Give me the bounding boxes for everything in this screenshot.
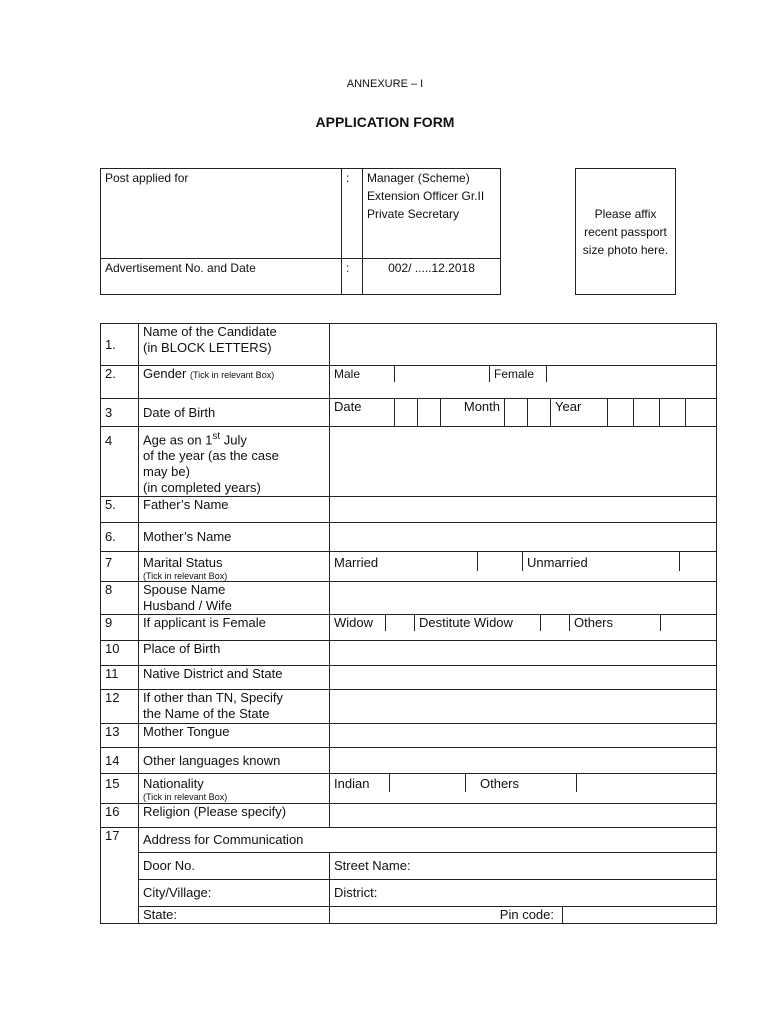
street-name-field[interactable]: Street Name: xyxy=(330,853,717,880)
field-label: If applicant is Female xyxy=(139,615,330,641)
age-input[interactable] xyxy=(330,427,717,497)
table-row xyxy=(101,666,717,690)
advertisement-value[interactable]: 002/ .....12.2018 xyxy=(363,259,501,295)
post-item: Manager (Scheme) xyxy=(367,171,470,185)
name-label: Name of the Candidate xyxy=(143,324,277,339)
name-label-note: (in BLOCK LETTERS) xyxy=(143,340,272,355)
row-number: 1. xyxy=(101,324,139,366)
district-field[interactable]: District: xyxy=(330,880,717,907)
row-number: 9 xyxy=(101,615,139,641)
dob-options xyxy=(330,399,717,427)
nationality-note: (Tick in relevant Box) xyxy=(143,792,228,803)
table-row xyxy=(101,324,717,366)
field-label: Other languages known xyxy=(139,748,330,774)
other-state-label: If other than TN, Specify xyxy=(143,690,283,706)
marital-options xyxy=(330,552,717,582)
mother-tongue-input[interactable] xyxy=(330,724,717,748)
row-number: 4 xyxy=(101,427,139,497)
dob-year-box[interactable] xyxy=(634,399,660,426)
row-number: 6. xyxy=(101,523,139,552)
age-label-2: of the year (as the case xyxy=(143,448,279,464)
table-row xyxy=(101,828,717,853)
city-village-field[interactable]: City/Village: xyxy=(139,880,330,907)
dob-month-box[interactable] xyxy=(528,399,551,426)
spouse-label-2: Husband / Wife xyxy=(143,598,232,614)
dob-year-label: Year xyxy=(551,399,608,426)
marital-note: (Tick in relevant Box) xyxy=(143,571,228,582)
other-languages-input[interactable] xyxy=(330,748,717,774)
pin-code-input[interactable] xyxy=(563,907,717,923)
table-row xyxy=(101,427,717,497)
table-row xyxy=(101,399,717,427)
dob-month-box[interactable] xyxy=(505,399,528,426)
gender-label: Gender xyxy=(143,366,187,381)
nationality-options xyxy=(330,774,717,804)
field-label: Father’s Name xyxy=(139,497,330,523)
row-number: 3 xyxy=(101,399,139,427)
dob-month-label: Month xyxy=(441,399,505,426)
colon-sep: : xyxy=(342,169,363,259)
destitute-widow-label: Destitute Widow xyxy=(415,615,541,631)
table-row xyxy=(101,366,717,399)
colon-sep: : xyxy=(342,259,363,295)
table-row xyxy=(101,690,717,724)
candidate-name-input[interactable] xyxy=(330,324,717,366)
nationality-indian-label: Indian xyxy=(334,776,370,792)
marital-married-label: Married xyxy=(334,555,379,571)
spouse-name-input[interactable] xyxy=(330,582,717,615)
gender-male-box[interactable] xyxy=(395,366,490,382)
table-row xyxy=(101,804,717,828)
table-row xyxy=(101,497,717,523)
photo-instruction: size photo here. xyxy=(582,242,669,257)
marital-married-box[interactable] xyxy=(478,552,523,571)
table-row xyxy=(101,748,717,774)
dob-date-box[interactable] xyxy=(418,399,441,426)
state-field[interactable]: State: xyxy=(139,907,330,924)
dob-year-box[interactable] xyxy=(660,399,686,426)
age-label-4: (in completed years) xyxy=(143,480,261,496)
pin-code-group xyxy=(330,907,717,924)
row-number: 12 xyxy=(101,690,139,724)
mother-name-input[interactable] xyxy=(330,523,717,552)
field-label xyxy=(139,690,330,724)
field-label: Date of Birth xyxy=(139,399,330,427)
row-number: 2. xyxy=(101,366,139,399)
widow-label: Widow xyxy=(334,615,374,631)
table-row xyxy=(101,523,717,552)
table-row xyxy=(101,582,717,615)
field-label xyxy=(139,774,330,804)
spouse-label: Spouse Name xyxy=(143,582,226,598)
others-box[interactable] xyxy=(661,615,717,631)
place-of-birth-input[interactable] xyxy=(330,641,717,666)
photo-box[interactable] xyxy=(575,168,676,295)
father-name-input[interactable] xyxy=(330,497,717,523)
post-details-table xyxy=(100,168,501,295)
post-list[interactable] xyxy=(363,169,501,259)
marital-unmarried-label: Unmarried xyxy=(523,552,680,571)
religion-input[interactable] xyxy=(330,804,717,828)
gender-male-label: Male xyxy=(334,367,361,381)
row-number: 17 xyxy=(101,828,139,924)
field-label: Mother Tongue xyxy=(139,724,330,748)
row-number: 13 xyxy=(101,724,139,748)
other-state-label-2: the Name of the State xyxy=(143,706,270,722)
widow-box[interactable] xyxy=(386,615,415,631)
row-number: 10 xyxy=(101,641,139,666)
photo-instruction: recent passport xyxy=(584,224,667,239)
table-row xyxy=(101,774,717,804)
dob-date-label: Date xyxy=(334,399,362,414)
field-label: Address for Communication xyxy=(139,828,717,853)
annexure-label: ANNEXURE – I xyxy=(346,78,424,90)
marital-unmarried-box[interactable] xyxy=(680,552,717,571)
nationality-indian-box[interactable] xyxy=(390,774,466,792)
age-label: Age as on 1 xyxy=(143,432,213,448)
destitute-widow-box[interactable] xyxy=(541,615,570,631)
post-item: Extension Officer Gr.II xyxy=(367,189,485,203)
dob-year-box[interactable] xyxy=(686,399,717,426)
advertisement-label: Advertisement No. and Date xyxy=(101,259,342,295)
row-number: 8 xyxy=(101,582,139,615)
application-form-table xyxy=(100,323,717,924)
field-label: Native District and State xyxy=(139,666,330,690)
age-sup: st xyxy=(212,431,221,442)
field-label: Religion (Please specify) xyxy=(139,804,330,828)
table-row xyxy=(101,552,717,582)
female-status-options xyxy=(330,615,717,641)
door-no-field[interactable]: Door No. xyxy=(139,853,330,880)
address-row xyxy=(101,853,717,880)
pin-code-label: Pin code: xyxy=(499,907,554,923)
age-label-3: may be) xyxy=(143,464,190,480)
gender-note: (Tick in relevant Box) xyxy=(190,370,275,380)
table-row xyxy=(101,724,717,748)
gender-female-box[interactable] xyxy=(547,366,717,382)
address-row xyxy=(101,880,717,907)
table-row xyxy=(101,641,717,666)
field-label xyxy=(139,366,330,399)
age-label-month: July xyxy=(220,432,247,448)
field-label xyxy=(139,552,330,582)
row-number: 5. xyxy=(101,497,139,523)
post-item: Private Secretary xyxy=(367,207,460,221)
nationality-others-label: Others xyxy=(466,774,577,792)
table-row xyxy=(101,615,717,641)
marital-label: Marital Status xyxy=(143,555,223,571)
other-state-input[interactable] xyxy=(330,690,717,724)
address-row xyxy=(101,907,717,924)
post-applied-label: Post applied for xyxy=(101,169,342,259)
nationality-others-box[interactable] xyxy=(577,774,717,792)
native-district-input[interactable] xyxy=(330,666,717,690)
field-label xyxy=(139,324,330,366)
row-number: 7 xyxy=(101,552,139,582)
field-label: Mother’s Name xyxy=(139,523,330,552)
dob-date-box[interactable] xyxy=(395,399,418,426)
form-title: APPLICATION FORM xyxy=(315,114,455,130)
photo-instruction: Please affix xyxy=(594,206,657,221)
nationality-label: Nationality xyxy=(143,776,204,792)
row-number: 16 xyxy=(101,804,139,828)
gender-options xyxy=(330,366,717,399)
gender-female-label: Female xyxy=(490,366,547,382)
row-number: 14 xyxy=(101,748,139,774)
field-label xyxy=(139,582,330,615)
field-label xyxy=(139,427,330,497)
dob-year-box[interactable] xyxy=(608,399,634,426)
field-label: Place of Birth xyxy=(139,641,330,666)
others-label: Others xyxy=(570,615,661,631)
row-number: 15 xyxy=(101,774,139,804)
row-number: 11 xyxy=(101,666,139,690)
